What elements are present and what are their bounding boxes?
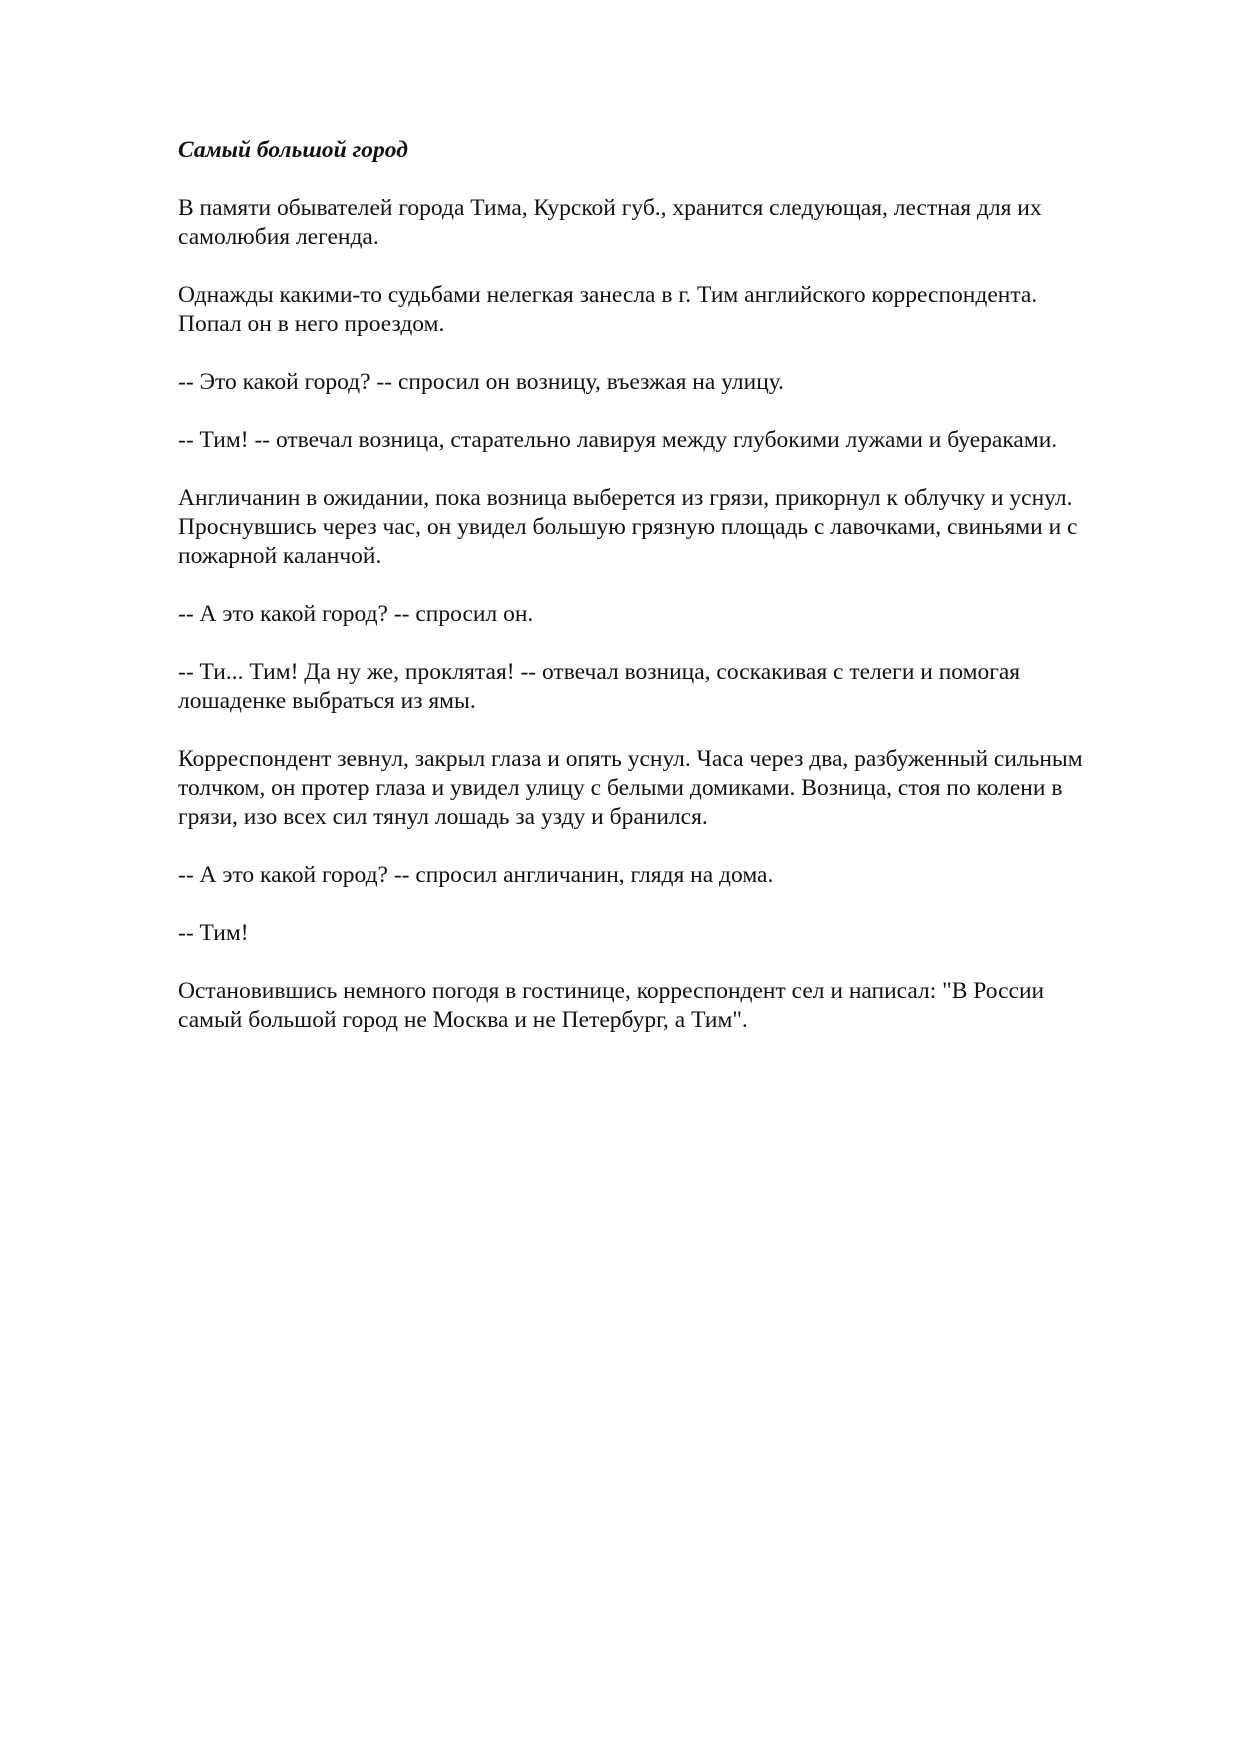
paragraph-line: Проснувшись через час, он увидел большую грязную площадь с лавочками, свиньями и с [178, 514, 1078, 540]
paragraph-line: -- Это какой город? -- спросил он возницу, въезжая на улицу. [178, 369, 785, 395]
paragraph-line: -- Тим! -- отвечал возница, старательно лавируя между глубокими лужами и буераками. [178, 427, 1058, 453]
paragraph [178, 600, 1158, 629]
paragraph-line: Однажды какими-то судьбами нелегкая занесла в г. Тим английского корреспондента. [178, 282, 1038, 308]
paragraph-line: Остановившись немного погодя в гостинице, корреспондент сел и написал: "В России [178, 978, 1045, 1004]
paragraph-line: -- А это какой город? -- спросил англичанин, глядя на дома. [178, 862, 774, 888]
paragraph [178, 745, 1158, 832]
paragraph [178, 281, 1158, 339]
paragraph [178, 484, 1158, 571]
paragraph-line: -- А это какой город? -- спросил он. [178, 601, 534, 627]
paragraph-line: пожарной каланчой. [178, 543, 382, 569]
paragraph [178, 919, 1158, 948]
paragraph [178, 977, 1158, 1035]
document-body [178, 136, 1158, 1064]
paragraph-line: лошаденке выбраться из ямы. [178, 688, 476, 714]
paragraph-line: грязи, изо всех сил тянул лошадь за узду и бранился. [178, 804, 708, 830]
paragraph [178, 658, 1158, 716]
paragraph [178, 861, 1158, 890]
paragraph [178, 368, 1158, 397]
paragraph [178, 426, 1158, 455]
paragraph-line: Англичанин в ожидании, пока возница выберется из грязи, прикорнул к облучку и уснул. [178, 485, 1073, 511]
paragraph-line: толчком, он протер глаза и увидел улицу с белыми домиками. Возница, стоя по колени в [178, 775, 1063, 801]
paragraph-line: самый большой город не Москва и не Петербург, а Тим". [178, 1007, 748, 1033]
paragraph [178, 194, 1158, 252]
paragraph-line: -- Тим! [178, 920, 249, 946]
document-title: Самый большой город [178, 137, 408, 163]
paragraph-line: самолюбия легенда. [178, 224, 379, 250]
paragraph-line: В памяти обывателей города Тима, Курской губ., хранится следующая, лестная для их [178, 195, 1042, 221]
paragraph-line: -- Ти... Тим! Да ну же, проклятая! -- отвечал возница, соскакивая с телеги и помогая [178, 659, 1021, 685]
paragraph-line: Корреспондент зевнул, закрыл глаза и опять уснул. Часа через два, разбуженный сильным [178, 746, 1083, 772]
paragraph-line: Попал он в него проездом. [178, 311, 445, 337]
